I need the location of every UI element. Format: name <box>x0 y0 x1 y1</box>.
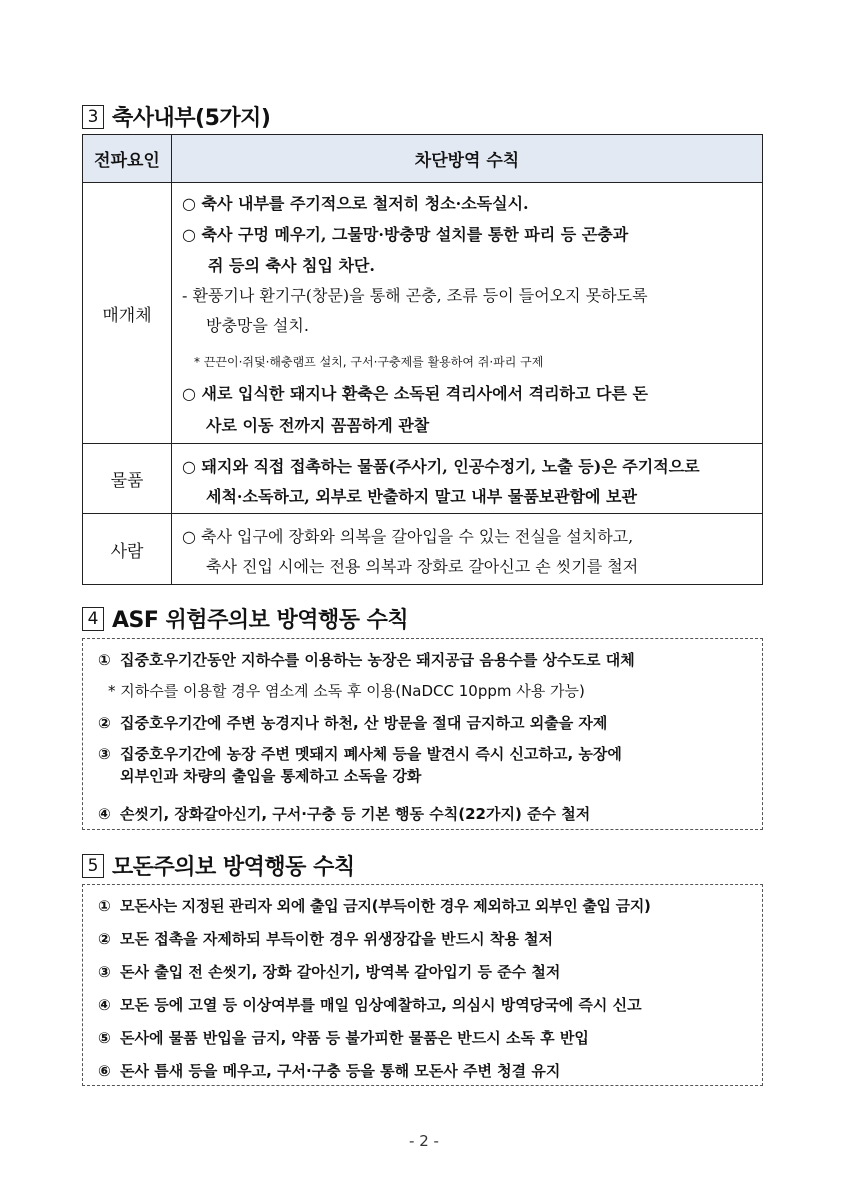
rule-line: ○ 축사 내부를 주기적으로 철저히 청소·소독실시. <box>182 194 529 213</box>
sow-rules-box <box>82 884 763 1086</box>
rule-line: 축사 진입 시에는 전용 의복과 장화로 갈아신고 손 씻기를 철저 <box>206 557 639 576</box>
page-number: - 2 - <box>409 1132 439 1150</box>
rule-line: ○ 축사 구멍 메우기, 그물망·방충망 설치를 통한 파리 등 곤충과 <box>182 225 629 244</box>
list-item <box>98 649 754 670</box>
item-text: 외부인과 차량의 출입을 통제하고 소독을 강화 <box>120 767 422 785</box>
rules-cell <box>172 183 763 444</box>
item-marker: ③ <box>98 963 111 981</box>
item-marker: ④ <box>98 996 111 1014</box>
rule-line: 쥐 등의 축사 침입 차단. <box>208 256 375 275</box>
rule-line: 세척·소독하고, 외부로 반출하지 말고 내부 물품보관함에 보관 <box>206 487 637 506</box>
list-item <box>98 994 754 1015</box>
table-header-row <box>83 135 763 183</box>
list-note <box>108 680 754 701</box>
item-marker: ③ <box>98 745 111 763</box>
item-text: 집중호우기간동안 지하수를 이용하는 농장은 돼지공급 음용수를 상수도로 대체 <box>120 651 635 669</box>
item-marker: ② <box>98 714 111 732</box>
item-text: 돈사 틈새 등을 메우고, 구서·구충 등을 통해 모돈사 주변 청결 유지 <box>120 1062 561 1080</box>
header-rules: 차단방역 수칙 <box>172 135 763 183</box>
table-row-people <box>83 514 763 585</box>
section-4-number: 4 <box>82 607 104 631</box>
item-text: 손씻기, 장화갈아신기, 구서·구충 등 기본 행동 수칙(22가지) 준수 철저 <box>120 805 591 823</box>
item-marker: ① <box>98 651 111 669</box>
item-text: 돈사 출입 전 손씻기, 장화 갈아신기, 방역복 갈아입기 등 준수 철저 <box>120 963 561 981</box>
rule-line: ○ 새로 입식한 돼지나 환축은 소독된 격리사에서 격리하고 다른 돈 <box>182 384 648 403</box>
item-marker: ② <box>98 930 111 948</box>
list-item <box>98 803 754 824</box>
list-item <box>98 928 754 949</box>
table-row-vector <box>83 183 763 444</box>
list-item-continuation <box>98 765 754 786</box>
table-row-items <box>83 444 763 514</box>
item-marker: ⑤ <box>98 1029 111 1047</box>
rule-line: ○ 축사 입구에 장화와 의복을 갈아입을 수 있는 전실을 설치하고, <box>182 527 634 546</box>
list-item <box>98 1060 754 1081</box>
list-item <box>98 743 754 764</box>
list-item <box>98 961 754 982</box>
section-3-heading <box>82 101 270 132</box>
item-text: 모돈 접촉을 자제하되 부득이한 경우 위생장갑을 반드시 착용 철저 <box>120 930 554 948</box>
item-text: 모돈사는 지정된 관리자 외에 출입 금지(부득이한 경우 제외하고 외부인 출입 금지) <box>120 897 651 915</box>
item-marker: ⑥ <box>98 1062 111 1080</box>
section-4-title: ASF 위험주의보 방역행동 수칙 <box>112 608 409 633</box>
rule-line: - 환풍기나 환기구(창문)을 통해 곤충, 조류 등이 들어오지 못하도록 <box>182 286 648 305</box>
note-text: 지하수를 이용할 경우 염소계 소독 후 이용(NaDCC 10ppm 사용 가능) <box>120 682 585 700</box>
rules-cell <box>172 514 763 585</box>
rule-line: 사로 이동 전까지 꼼꼼하게 관찰 <box>206 416 430 435</box>
asf-rules-box <box>82 638 763 830</box>
header-factor: 전파요인 <box>83 135 172 183</box>
factor-cell: 사람 <box>83 514 172 585</box>
list-item <box>98 895 754 916</box>
section-3-title: 축사내부(5가지) <box>112 106 271 131</box>
rule-note: * 끈끈이·쥐덫·해충램프 설치, 구서·구충제를 활용하여 쥐·파리 구제 <box>194 355 544 369</box>
section-5-title: 모돈주의보 방역행동 수칙 <box>112 855 355 880</box>
rules-cell <box>172 444 763 514</box>
item-marker: ④ <box>98 805 111 823</box>
factor-cell: 물품 <box>83 444 172 514</box>
section-3-number: 3 <box>82 105 104 129</box>
note-marker: * <box>108 682 116 700</box>
list-item <box>98 712 754 733</box>
item-text: 집중호우기간에 주변 농경지나 하천, 산 방문을 절대 금지하고 외출을 자제 <box>120 714 608 732</box>
section-5-number: 5 <box>82 854 104 878</box>
item-text: 모돈 등에 고열 등 이상여부를 매일 임상예찰하고, 의심시 방역당국에 즉시 신고 <box>120 996 642 1014</box>
item-text: 돈사에 물품 반입을 금지, 약품 등 불가피한 물품은 반드시 소독 후 반입 <box>120 1029 589 1047</box>
rule-line: 방충망을 설치. <box>206 316 309 335</box>
section-5-heading <box>82 850 355 881</box>
section-4-heading <box>82 603 408 634</box>
rule-line: ○ 돼지와 직접 접촉하는 물품(주사기, 인공수정기, 노출 등)은 주기적으로 <box>182 457 700 476</box>
item-marker: ① <box>98 897 111 915</box>
item-text: 집중호우기간에 농장 주변 멧돼지 폐사체 등을 발견시 즉시 신고하고, 농장에 <box>120 745 622 763</box>
list-item <box>98 1027 754 1048</box>
factor-cell: 매개체 <box>83 183 172 444</box>
barrier-rules-table <box>82 134 763 585</box>
